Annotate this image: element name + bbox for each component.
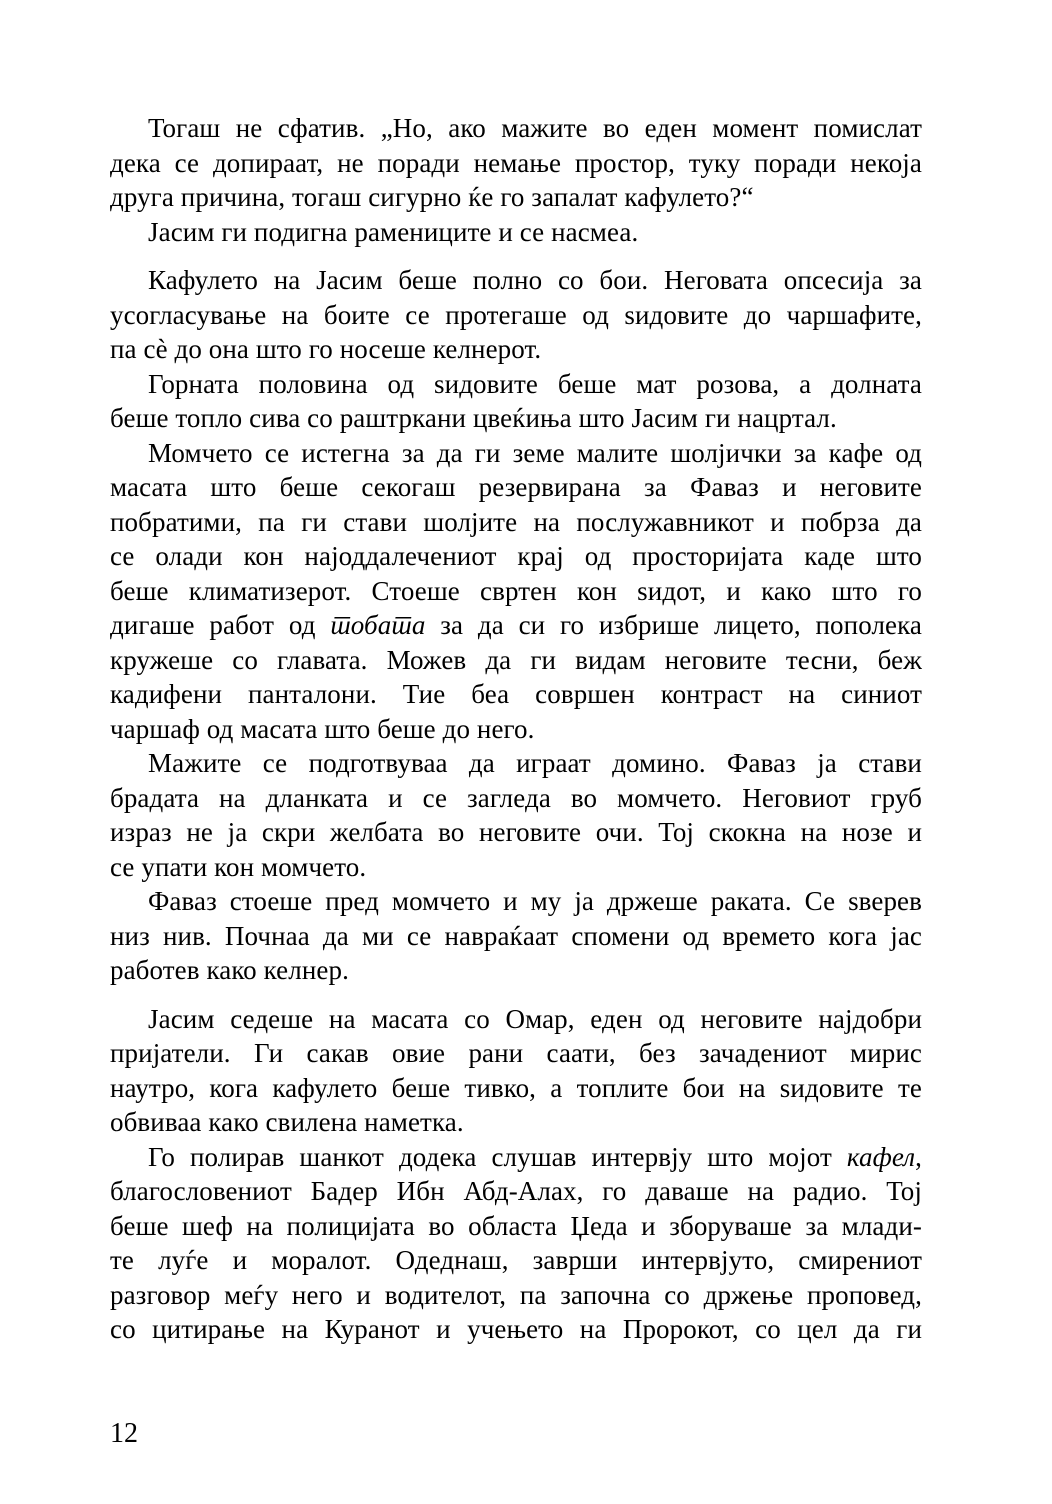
text-segment: чаршаф од масата што беше до него. <box>110 713 535 744</box>
text-segment: брадата на дланката и се загледа во момчето. Неговиот груб <box>110 782 922 813</box>
text-line <box>110 815 922 850</box>
text-line <box>110 111 922 146</box>
text-line <box>110 1036 922 1071</box>
text-line <box>110 1002 922 1037</box>
text-line <box>110 505 922 540</box>
text-segment: усогласување на боите се протегаше од ѕидовите до чаршафите, <box>110 299 922 330</box>
text-line <box>110 1105 922 1140</box>
text-segment: Јасим седеше на масата со Омар, еден од неговите најдобри <box>148 1003 922 1034</box>
text-segment: Момчето се истегна за да ги земе малите шолјички за кафе од <box>148 437 922 468</box>
text-line <box>110 677 922 712</box>
text-block <box>110 111 922 1347</box>
paragraph <box>110 111 922 215</box>
text-segment: беше климатизерот. Стоеше свртен кон ѕидот, и како што го <box>110 575 922 606</box>
text-segment: со цитирање на Куранот и учењето на Пророкот, со цел да ги <box>110 1314 922 1344</box>
text-line <box>110 180 922 215</box>
text-segment: те луѓе и моралот. Одеднаш, заврши интервјуто, смирениот <box>110 1245 922 1275</box>
text-segment: работев како келнер. <box>110 955 349 985</box>
text-segment: обвиваа како свилена наметка. <box>110 1107 464 1137</box>
text-segment: , <box>915 1141 922 1172</box>
paragraph <box>110 746 922 884</box>
text-line <box>110 1140 922 1175</box>
text-segment: побратими, па ги стави шолјите на послужавникот и побрза да <box>110 506 922 537</box>
text-line <box>110 470 922 505</box>
text-line <box>110 401 922 436</box>
text-line <box>110 781 922 816</box>
paragraph <box>110 1140 922 1347</box>
text-line <box>110 608 922 643</box>
text-segment: Горната половина од ѕидовите беше мат розова, а долната <box>148 368 922 399</box>
text-line <box>110 953 922 988</box>
text-line <box>110 1071 922 1106</box>
text-segment: кадифени панталони. Тие беа совршен контраст на синиот <box>110 679 922 709</box>
text-segment: масата што беше секогаш резервирана за Фаваз и неговите <box>110 472 922 502</box>
text-line <box>110 1243 922 1278</box>
text-line <box>110 746 922 781</box>
paragraph <box>110 436 922 747</box>
text-line <box>110 1209 922 1244</box>
text-line <box>110 298 922 333</box>
text-line <box>110 263 922 298</box>
text-segment: Фаваз стоеше пред момчето и му ја држеше раката. Се ѕверев <box>148 886 922 916</box>
text-line <box>110 436 922 471</box>
text-line <box>110 1312 922 1347</box>
text-line <box>110 539 922 574</box>
text-segment: Го полирав шанкот додека слушав интервју што мојот <box>148 1141 847 1172</box>
text-segment: благословениот Бадер Ибн Абд-Алах, го даваше на радио. Тој <box>110 1176 922 1206</box>
text-segment: дека се допираат, не поради немање простор, туку поради некоја <box>110 147 922 178</box>
text-segment: па сè до она што го носеше келнерот. <box>110 334 542 364</box>
text-segment: израз не ја скри желбата во неговите очи. Тој скокна на нозе и <box>110 817 922 847</box>
text-segment: низ нив. Почнаа да ми се навраќаат спомени од времето кога јас <box>110 920 922 951</box>
text-line <box>110 1174 922 1209</box>
text-segment: пријатели. Ги сакав овие рани саати, без зачадениот мирис <box>110 1038 922 1068</box>
text-segment: беше шеф на полицијата во областа Џеда и зборуваше за млади- <box>110 1210 922 1241</box>
text-line <box>110 215 922 250</box>
text-line <box>110 146 922 181</box>
italic-text: тобата <box>330 610 426 640</box>
text-segment: друга причина, тогаш сигурно ќе го запалат кафулето?“ <box>110 182 754 212</box>
italic-text: кафел <box>846 1141 916 1172</box>
text-segment: кружеше со главата. Можев да ги видам неговите тесни, беж <box>110 644 922 675</box>
text-line <box>110 643 922 678</box>
text-segment: беше топло сива со раштркани цвеќиња што Јасим ги нацртал. <box>110 403 837 433</box>
paragraph <box>110 263 922 367</box>
text-line <box>110 1278 922 1313</box>
text-segment: Кафулето на Јасим беше полно со бои. Неговата опсесија за <box>148 265 922 295</box>
text-segment: се упати кон момчето. <box>110 851 367 882</box>
text-segment: Мажите се подготвуваа да играат домино. Фаваз ја стави <box>148 748 922 778</box>
text-line <box>110 367 922 402</box>
text-segment: разговор меѓу него и водителот, па започна со држење проповед, <box>110 1279 922 1310</box>
paragraph <box>110 884 922 988</box>
text-line <box>110 850 922 885</box>
text-line <box>110 574 922 609</box>
paragraph <box>110 1002 922 1140</box>
text-segment: Тогаш не сфатив. „Но, ако мажите во еден момент помислат <box>148 113 922 143</box>
paragraph <box>110 215 922 250</box>
text-line <box>110 332 922 367</box>
text-segment: се олади кон најоддалечениот крај од просторијата каде што <box>110 541 922 571</box>
text-line <box>110 712 922 747</box>
text-segment: Јасим ги подигна рамениците и се насмеа. <box>148 216 639 247</box>
text-line <box>110 884 922 919</box>
text-segment: дигаше работ од <box>110 610 331 640</box>
text-line <box>110 919 922 954</box>
text-segment: за да си го избрише лицето, пополека <box>425 610 922 640</box>
paragraph <box>110 367 922 436</box>
page-number: 12 <box>110 1418 138 1449</box>
text-segment: наутро, кога кафулето беше тивко, а топлите бои на ѕидовите те <box>110 1072 922 1103</box>
